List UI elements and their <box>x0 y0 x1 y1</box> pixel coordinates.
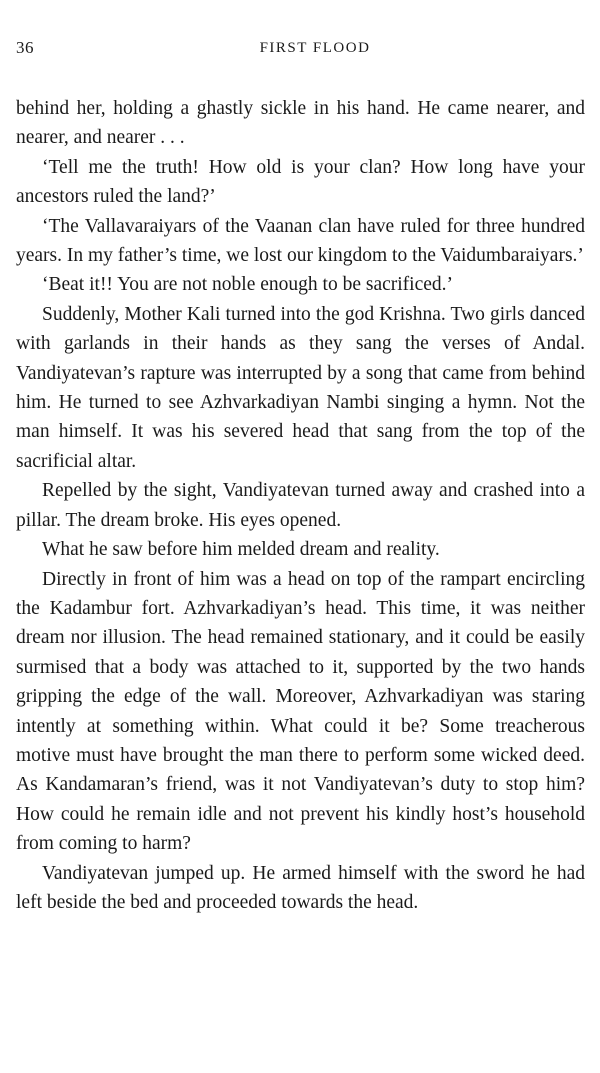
running-head: FIRST FLOOD <box>259 40 371 56</box>
paragraph: ‘Beat it!! You are not noble enough to be sacrificed.’ <box>42 274 454 296</box>
paragraph: Suddenly, Mother Kali turned into the god Krishna. Two girls danced with garlands in their hands as they sang the verses of Andal. Vandiyatevan’s rapture was interrupted by a song that came from behind him. He turned to see Azhvarkadiyan Nambi singing a hymn. Not the man himself. It was his severed head that sang from the top of the sacrificial altar. <box>16 303 585 472</box>
paragraph: Repelled by the sight, Vandiyatevan turned away and crashed into a pillar. The dream broke. His eyes opened. <box>16 480 585 531</box>
page-header <box>16 38 584 62</box>
paragraph: What he saw before him melded dream and reality. <box>42 539 440 561</box>
paragraph: ‘Tell me the truth! How old is your clan? How long have your ancestors ruled the land?’ <box>16 156 585 208</box>
paragraph: ‘The Vallavaraiyars of the Vaanan clan have ruled for three hundred years. In my father’s time, we lost our kingdom to the Vaidumbaraiyars.’ <box>16 215 585 267</box>
page-number: 36 <box>16 38 34 57</box>
text-body <box>16 94 585 917</box>
paragraph: Vandiyatevan jumped up. He armed himself with the sword he had left beside the bed and proceeded towards the head. <box>16 862 585 913</box>
paragraph: Directly in front of him was a head on top of the rampart encircling the Kadambur fort. Azhvarkadiyan’s head. This time, it was neither dream nor illusion. The head remained stationary, and it could be easily surmised that a body was attached to it, supported by the two hands gripping the edge of the wall. Moreover, Azhvarkadiyan was staring intently at something within. What could it be? Some treacherous motive must have brought the man there to perform some wicked deed. As Kandamaran’s friend, was it not Vandiyatevan’s duty to stop him? How could he remain idle and not prevent his kindly host’s household from coming to harm? <box>16 568 585 855</box>
paragraph: behind her, holding a ghastly sickle in his hand. He came nearer, and nearer, and nearer . . . <box>16 98 585 149</box>
